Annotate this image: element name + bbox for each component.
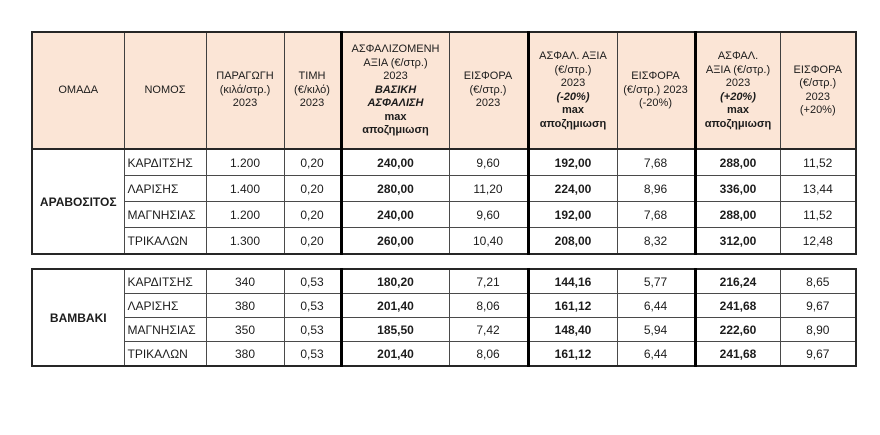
value-cell-asf-plus20: 241,68 xyxy=(695,294,780,318)
value-cell-eisfora: 11,20 xyxy=(449,176,528,202)
header-cell-eisfora-2023 xyxy=(449,32,528,149)
value-cell-timi: 0,20 xyxy=(284,228,341,255)
header-label: 2023 xyxy=(475,97,501,110)
header-label: 2023 xyxy=(725,77,751,89)
value-cell-asf-minus20: 192,00 xyxy=(528,149,617,176)
header-label: (€/στρ.) 2023 xyxy=(623,83,688,96)
header-cell-eisfora-minus20 xyxy=(617,32,695,149)
value-cell-asf-minus20: 161,12 xyxy=(528,294,617,318)
header-label: (+20%) xyxy=(799,104,836,116)
header-label: (-20%) xyxy=(638,97,672,110)
header-label: ΑΞΙΑ (€/στρ.) xyxy=(705,63,771,76)
nomos-cell: ΜΑΓΝΗΣΙΑΣ xyxy=(124,318,206,342)
header-label: ΝΟΜΟΣ xyxy=(144,83,186,96)
value-cell-eisfora-minus20: 6,44 xyxy=(617,342,695,367)
value-cell-timi: 0,53 xyxy=(284,342,341,367)
value-cell-eisfora-minus20: 5,94 xyxy=(617,318,695,342)
header-cell-asfal-aksia-plus20 xyxy=(695,32,780,149)
header-cell-timi xyxy=(284,32,341,149)
value-cell-asf-plus20: 222,60 xyxy=(695,318,780,342)
value-cell-asf-minus20: 224,00 xyxy=(528,176,617,202)
value-cell-eisfora-plus20: 13,44 xyxy=(780,176,856,202)
value-cell-eisfora-minus20: 7,68 xyxy=(617,202,695,228)
value-cell-asf-plus20: 312,00 xyxy=(695,228,780,255)
value-cell-asf-plus20: 288,00 xyxy=(695,202,780,228)
value-cell-eisfora: 10,40 xyxy=(449,228,528,255)
header-cell-eisfora-plus20 xyxy=(780,32,856,149)
value-cell-paragogi: 1.300 xyxy=(206,228,284,255)
header-label: (+20%) xyxy=(720,90,756,103)
value-cell-eisfora-plus20: 9,67 xyxy=(780,342,856,367)
group-cell-aravositos: ΑΡΑΒΟΣΙΤΟΣ xyxy=(32,149,124,254)
value-cell-timi: 0,53 xyxy=(284,269,341,294)
header-label: (€/στρ.) xyxy=(554,63,592,76)
nomos-cell: ΜΑΓΝΗΣΙΑΣ xyxy=(124,202,206,228)
value-cell-asf-plus20: 241,68 xyxy=(695,342,780,367)
header-label: max xyxy=(384,110,407,123)
header-cell-asfal-aksia-minus20 xyxy=(528,32,617,149)
value-cell-asf-plus20: 336,00 xyxy=(695,176,780,202)
value-cell-asf-minus20: 208,00 xyxy=(528,228,617,255)
header-label: 2023 xyxy=(299,97,325,110)
header-label: ΠΑΡΑΓΩΓΗ xyxy=(216,70,274,83)
table-row xyxy=(32,269,856,294)
header-label: 2023 xyxy=(232,97,258,110)
table-row xyxy=(32,294,856,318)
header-label: (€/στρ.) xyxy=(469,83,507,96)
value-cell-asf-value: 201,40 xyxy=(341,294,449,318)
header-label: ΑΣΦΑΛ. ΑΞΙΑ xyxy=(539,50,607,62)
header-cell-paragogi xyxy=(206,32,284,149)
table-row xyxy=(32,318,856,342)
nomos-cell: ΛΑΡΙΣΗΣ xyxy=(124,294,206,318)
value-cell-asf-value: 260,00 xyxy=(341,228,449,255)
value-cell-asf-plus20: 288,00 xyxy=(695,149,780,176)
header-label: ΕΙΣΦΟΡΑ xyxy=(631,70,680,83)
table-spacer xyxy=(31,255,880,268)
header-label: 2023 xyxy=(560,77,586,89)
value-cell-timi: 0,53 xyxy=(284,318,341,342)
header-label: αποζημιωση xyxy=(704,117,772,130)
value-cell-paragogi: 1.400 xyxy=(206,176,284,202)
value-cell-eisfora-plus20: 11,52 xyxy=(780,202,856,228)
value-cell-asf-minus20: 148,40 xyxy=(528,318,617,342)
value-cell-asf-value: 185,50 xyxy=(341,318,449,342)
value-cell-eisfora: 8,06 xyxy=(449,342,528,367)
header-label: (κιλά/στρ.) xyxy=(219,83,271,96)
header-label: (-20%) xyxy=(556,90,590,103)
header-label: 2023 xyxy=(805,90,830,103)
value-cell-asf-value: 280,00 xyxy=(341,176,449,202)
value-cell-eisfora-plus20: 8,65 xyxy=(780,269,856,294)
header-cell-omada xyxy=(32,32,124,149)
header-label: αποζημιωση xyxy=(362,124,429,137)
value-cell-eisfora: 7,42 xyxy=(449,318,528,342)
value-cell-eisfora-minus20: 8,96 xyxy=(617,176,695,202)
nomos-cell: ΚΑΡΔΙΤΣΗΣ xyxy=(124,149,206,176)
value-cell-timi: 0,20 xyxy=(284,176,341,202)
value-cell-timi: 0,20 xyxy=(284,149,341,176)
value-cell-eisfora: 7,21 xyxy=(449,269,528,294)
nomos-cell: ΤΡΙΚΑΛΩΝ xyxy=(124,228,206,255)
value-cell-eisfora-minus20: 7,68 xyxy=(617,149,695,176)
header-label: max xyxy=(726,104,750,116)
value-cell-asf-value: 201,40 xyxy=(341,342,449,367)
value-cell-eisfora: 9,60 xyxy=(449,202,528,228)
value-cell-eisfora-plus20: 11,52 xyxy=(780,149,856,176)
value-cell-paragogi: 380 xyxy=(206,294,284,318)
table-row xyxy=(32,342,856,367)
header-label: ΒΑΣΙΚΗ xyxy=(374,83,417,96)
value-cell-paragogi: 1.200 xyxy=(206,149,284,176)
header-label: ΕΙΣΦΟΡΑ xyxy=(463,70,513,83)
header-label: ΤΙΜΗ xyxy=(298,70,326,83)
header-label: ΑΞΙΑ (€/στρ.) xyxy=(363,56,428,69)
value-cell-eisfora: 8,06 xyxy=(449,294,528,318)
header-label: max xyxy=(561,104,585,116)
table-row xyxy=(32,149,856,176)
value-cell-asf-value: 240,00 xyxy=(341,202,449,228)
value-cell-paragogi: 350 xyxy=(206,318,284,342)
insurance-values-table-cotton xyxy=(31,268,857,367)
header-label: ΕΙΣΦΟΡΑ xyxy=(793,63,842,76)
header-label: αποζημιωση xyxy=(539,117,607,130)
value-cell-eisfora-minus20: 8,32 xyxy=(617,228,695,255)
value-cell-asf-value: 240,00 xyxy=(341,149,449,176)
table-row xyxy=(32,176,856,202)
value-cell-eisfora-minus20: 5,77 xyxy=(617,269,695,294)
value-cell-paragogi: 340 xyxy=(206,269,284,294)
header-label: (€/στρ.) xyxy=(799,77,837,89)
header-label: ΑΣΦΑΛ. xyxy=(717,50,759,62)
header-cell-asfalizomeni-aksia xyxy=(341,32,449,149)
table-row xyxy=(32,202,856,228)
value-cell-timi: 0,53 xyxy=(284,294,341,318)
value-cell-eisfora-plus20: 12,48 xyxy=(780,228,856,255)
value-cell-asf-plus20: 216,24 xyxy=(695,269,780,294)
value-cell-paragogi: 1.200 xyxy=(206,202,284,228)
value-cell-paragogi: 380 xyxy=(206,342,284,367)
header-label: 2023 xyxy=(383,70,408,83)
value-cell-eisfora-minus20: 6,44 xyxy=(617,294,695,318)
nomos-cell: ΚΑΡΔΙΤΣΗΣ xyxy=(124,269,206,294)
header-label: ΑΣΦΑΛΙΣΗ xyxy=(367,97,424,110)
value-cell-asf-minus20: 161,12 xyxy=(528,342,617,367)
value-cell-eisfora-plus20: 8,90 xyxy=(780,318,856,342)
nomos-cell: ΛΑΡΙΣΗΣ xyxy=(124,176,206,202)
value-cell-timi: 0,20 xyxy=(284,202,341,228)
header-label: ΑΣΦΑΛΙΖΟΜΕΝΗ xyxy=(351,43,440,56)
value-cell-asf-minus20: 144,16 xyxy=(528,269,617,294)
value-cell-eisfora-plus20: 9,67 xyxy=(780,294,856,318)
insurance-values-table-corn xyxy=(31,31,857,255)
value-cell-asf-value: 180,20 xyxy=(341,269,449,294)
header-label: ΟΜΑΔΑ xyxy=(58,83,99,96)
table-row xyxy=(32,228,856,255)
header-cell-nomos xyxy=(124,32,206,149)
header-row xyxy=(32,32,856,149)
group-cell-vamvaki: ΒΑΜΒΑΚΙ xyxy=(32,269,124,366)
nomos-cell: ΤΡΙΚΑΛΩΝ xyxy=(124,342,206,367)
value-cell-asf-minus20: 192,00 xyxy=(528,202,617,228)
header-label: (€/κιλό) xyxy=(294,83,330,96)
value-cell-eisfora: 9,60 xyxy=(449,149,528,176)
